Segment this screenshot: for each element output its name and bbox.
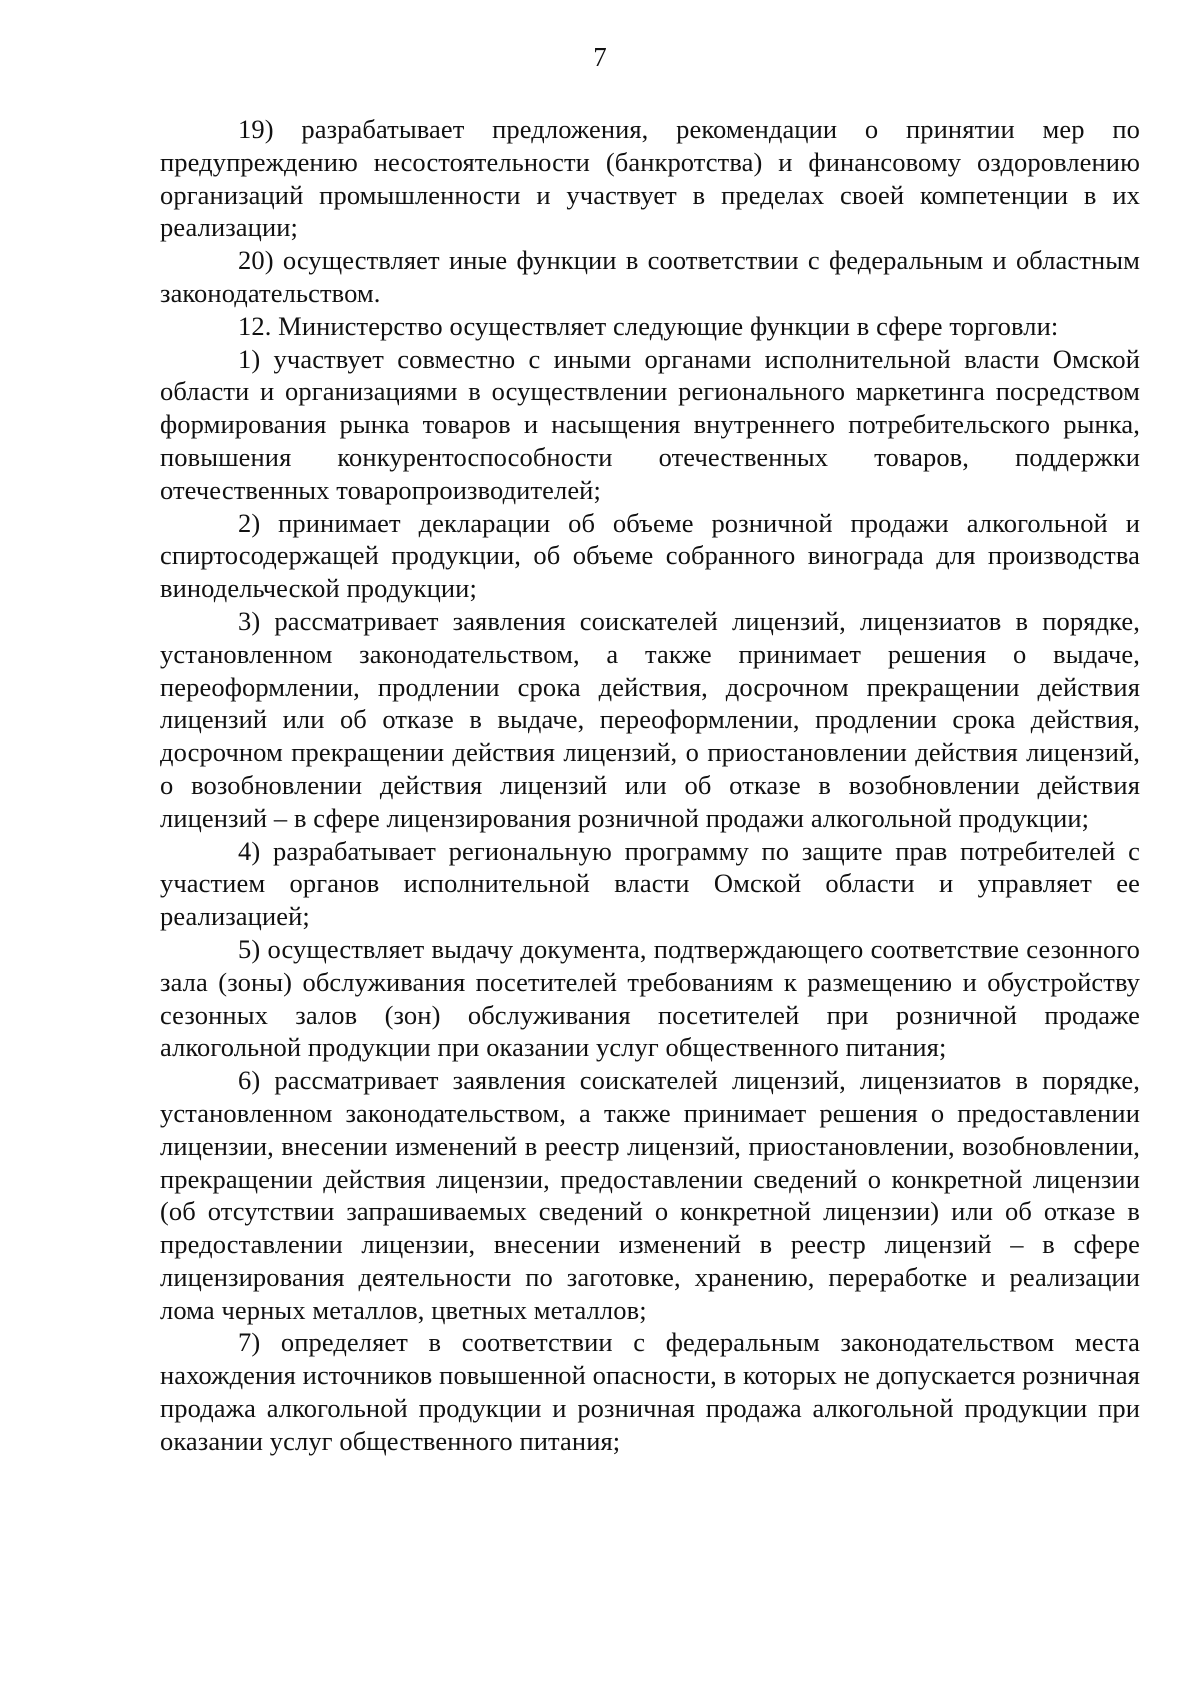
document-body (160, 113, 1140, 1458)
section-12-heading: 12. Министерство осуществляет следующие функции в сфере торговли: (238, 310, 1059, 341)
paragraph-item-20: 20) осуществляет иные функции в соответствии с федеральным и областным законодательством. (160, 245, 1140, 308)
paragraph-item-1: 1) участвует совместно с иными органами исполнительной власти Омской области и организациями в осуществлении регионального маркетинга посредством формирования рынка товаров и насыщения внутреннего потребительского рынка, повышения конкурентоспособности отечественных товаров, поддержки отечественных товаропроизводителей; (160, 343, 1140, 505)
paragraph-item-2: 2) принимает декларации об объеме розничной продажи алкогольной и спиртосодержащей продукции, об объеме собранного винограда для производства винодельческой продукции; (160, 507, 1140, 604)
paragraph-item-6: 6) рассматривает заявления соискателей лицензий, лицензиатов в порядке, установленном законодательством, а также принимает решения о предоставлении лицензии, внесении изменений в реестр лицензий, приостановлении, возобновлении, прекращении действия лицензии, предоставлении сведений о конкретной лицензии (об отсутствии запрашиваемых сведений о конкретной лицензии) или об отказе в предоставлении лицензии, внесении изменений в реестр лицензий – в сфере лицензирования деятельности по заготовке, хранению, переработке и реализации лома черных металлов, цветных металлов; (160, 1065, 1140, 1325)
page-number: 7 (593, 42, 607, 72)
paragraph-item-19: 19) разрабатывает предложения, рекомендации о принятии мер по предупреждению несостоятельности (банкротства) и финансовому оздоровлению организаций промышленности и участвует в пределах своей компетенции в их реализации; (160, 114, 1140, 243)
paragraph-item-3: 3) рассматривает заявления соискателей лицензий, лицензиатов в порядке, установленном законодательством, а также принимает решения о выдаче, переоформлении, продлении срока действия, досрочном прекращении действия лицензий или об отказе в выдаче, переоформлении, продлении срока действия, досрочном прекращении действия лицензий, о приостановлении действия лицензий, о возобновлении действия лицензий или об отказе в возобновлении действия лицензий – в сфере лицензирования розничной продажи алкогольной продукции; (160, 605, 1140, 833)
paragraph-item-7: 7) определяет в соответствии с федеральным законодательством места нахождения источников повышенной опасности, в которых не допускается розничная продажа алкогольной продукции и розничная продажа алкогольной продукции при оказании услуг общественного питания; (160, 1327, 1140, 1456)
paragraph-item-4: 4) разрабатывает региональную программу по защите прав потребителей с участием органов исполнительной власти Омской области и управляет ее реализацией; (160, 835, 1140, 932)
paragraph-item-5: 5) осуществляет выдачу документа, подтверждающего соответствие сезонного зала (зоны) обслуживания посетителей требованиям к размещению и обустройству сезонных залов (зон) обслуживания посетителей при розничной продаже алкогольной продукции при оказании услуг общественного питания; (160, 933, 1140, 1063)
